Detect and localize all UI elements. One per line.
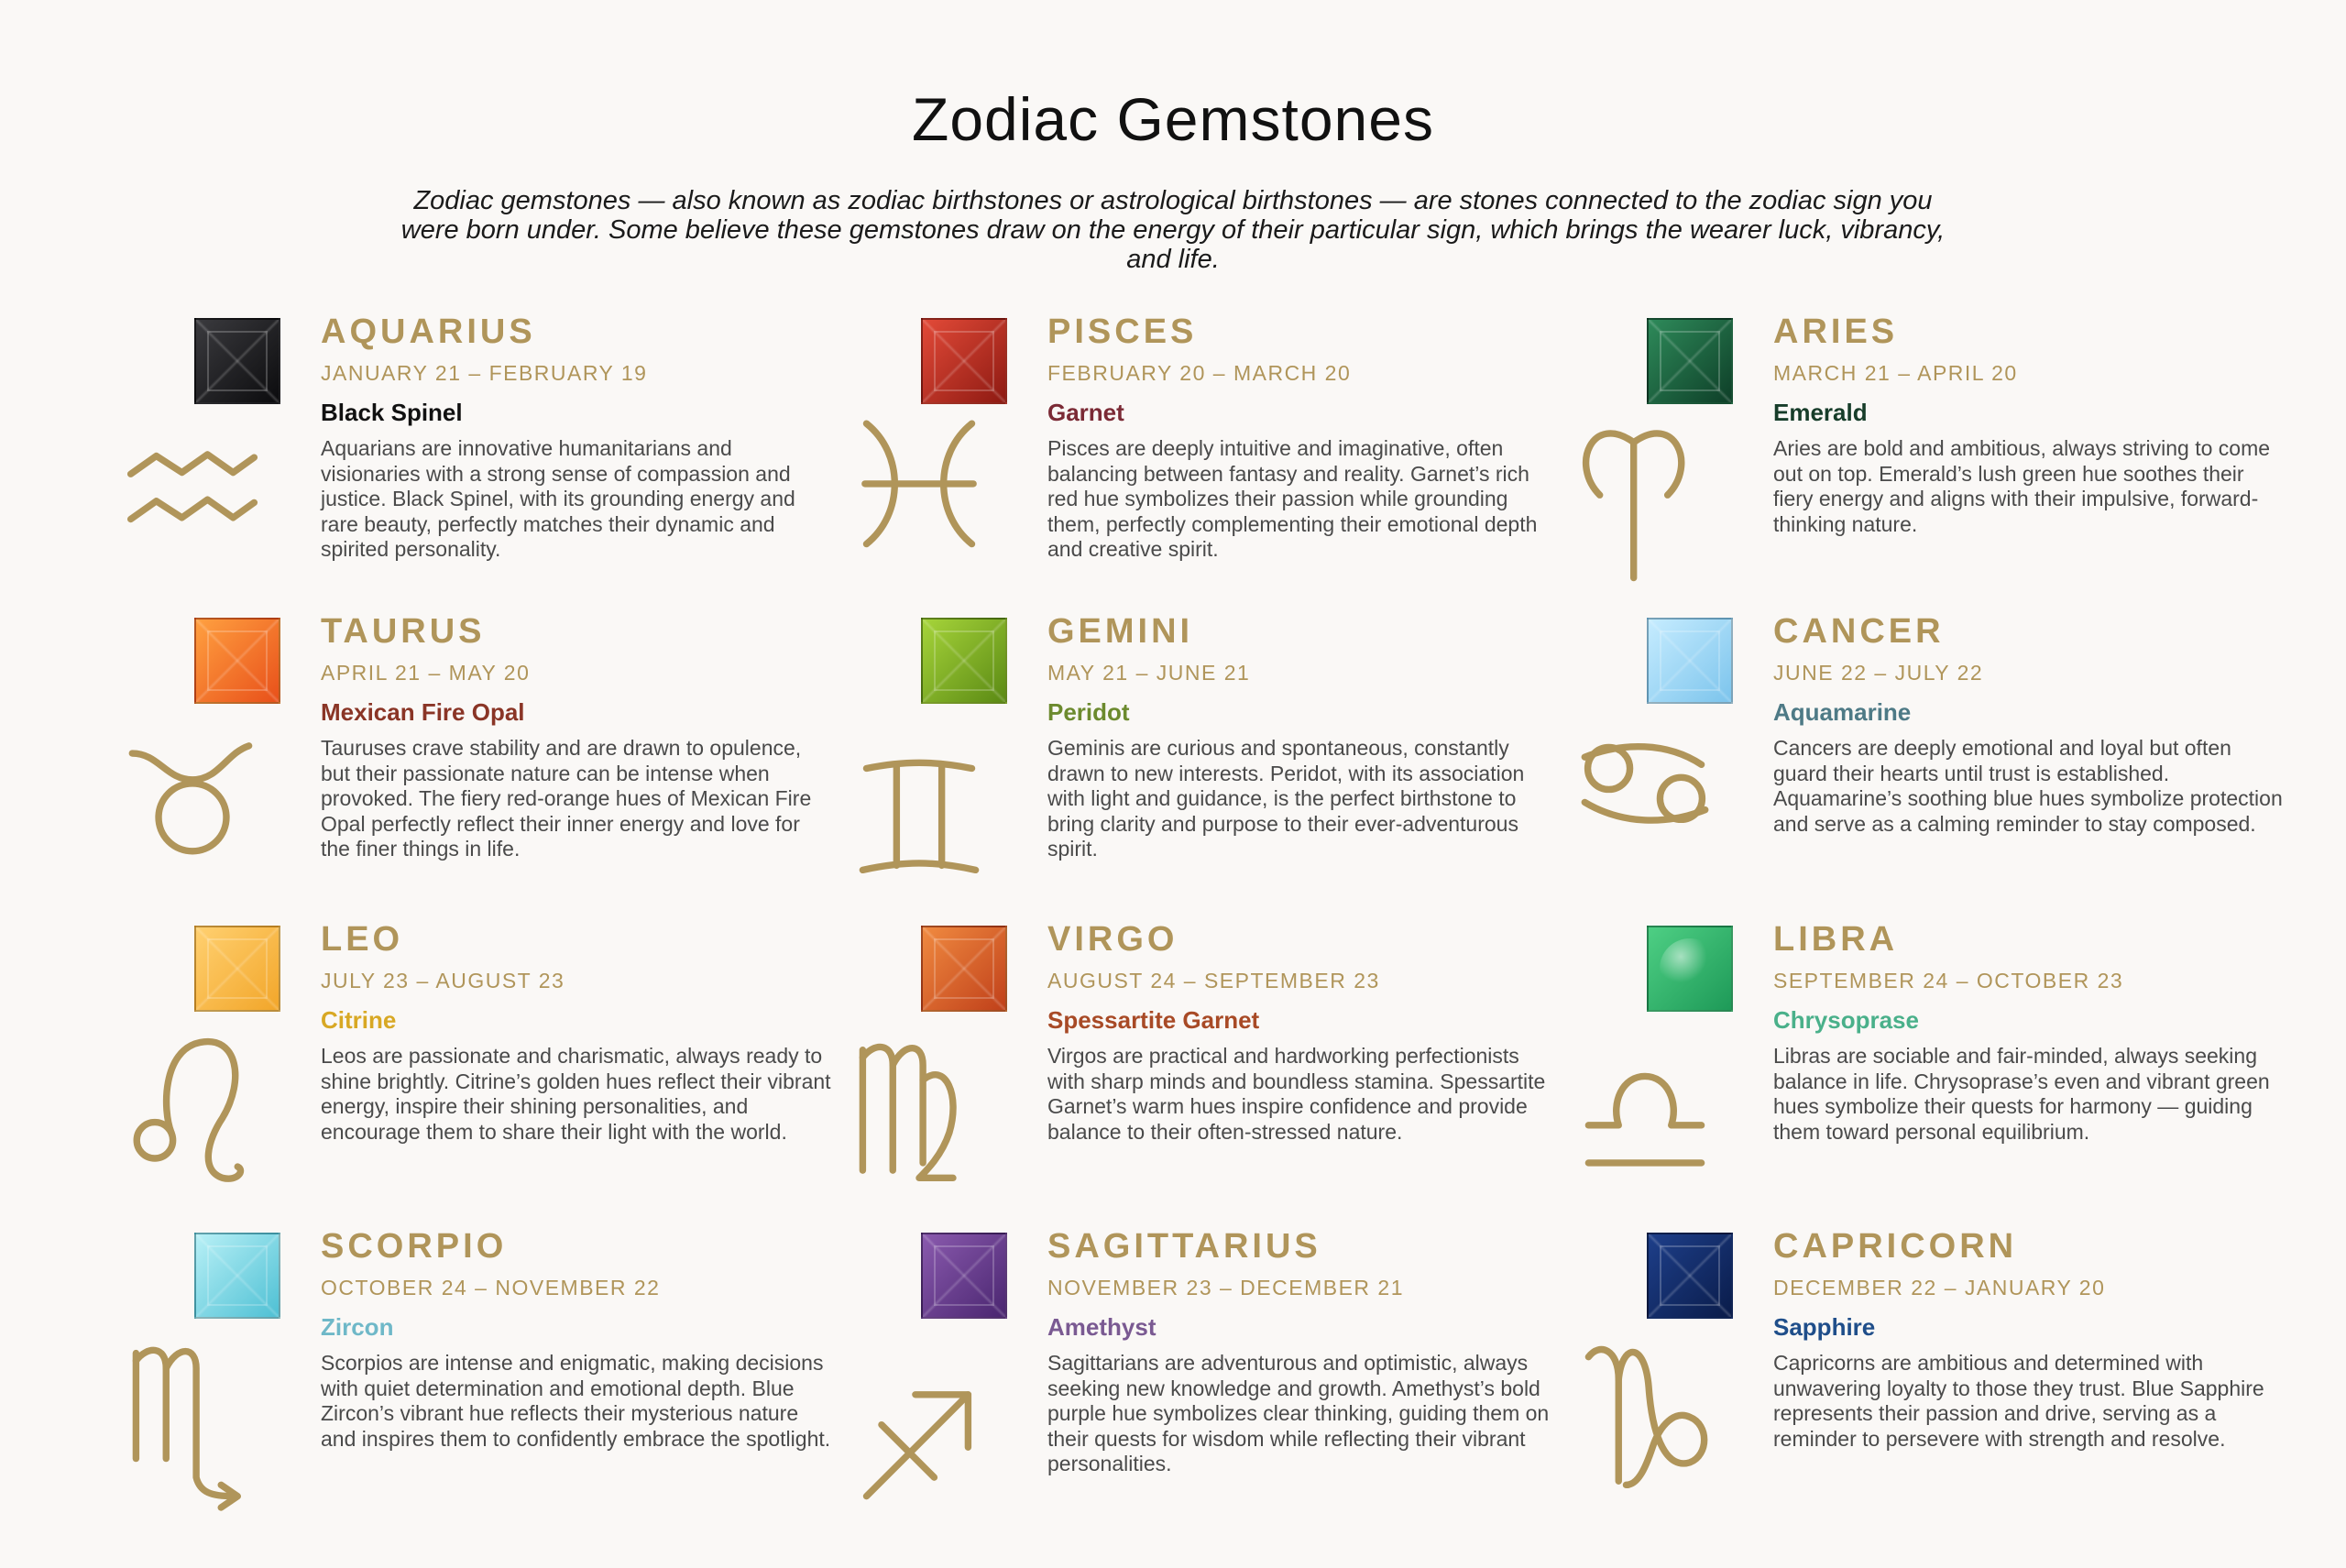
gemstone-image: [921, 1233, 1007, 1319]
taurus-icon: [101, 682, 284, 893]
stone-name: Chrysoprase: [1773, 1006, 1919, 1034]
stone-name: Amethyst: [1047, 1313, 1157, 1341]
sign-dates: APRIL 21 – MAY 20: [321, 661, 531, 685]
intro-text: Zodiac gemstones — also known as zodiac birthstones or astrological birthstones — are stones connected to the zodiac sign you were born under. Some believe these gemstones draw on the energy of their particular sign, which brings the wearer luck, vibrancy, and life.: [400, 186, 1946, 274]
stone-name: Mexican Fire Opal: [321, 698, 525, 726]
gemstone-image: [194, 926, 280, 1012]
sign-dates: MARCH 21 – APRIL 20: [1773, 361, 2018, 385]
sign-description: Libras are sociable and fair-minded, always seeking balance in life. Chrysoprase’s even and vibrant green hues symbolize their quests for harmony — guiding them toward personal equilibrium.: [1773, 1044, 2270, 1144]
gemini-icon: [828, 682, 1011, 893]
scorpio-icon: [101, 1297, 284, 1508]
capricorn-icon: [1553, 1297, 1737, 1508]
gemstone-image: [1647, 926, 1733, 1012]
sign-description: Capricorns are ambitious and determined with unwavering loyalty to those they trust. Blue Sapphire represents their passion and drive, serving as a reminder to persevere with strength and resolve.: [1773, 1351, 2264, 1451]
zodiac-card-capricorn: [1553, 1227, 2286, 1535]
gemstone-image: [921, 618, 1007, 704]
zodiac-card-taurus: [101, 612, 834, 920]
sign-name: PISCES: [1047, 313, 1198, 351]
sign-dates: AUGUST 24 – SEPTEMBER 23: [1047, 969, 1380, 992]
stone-name: Garnet: [1047, 399, 1124, 426]
aries-icon: [1553, 382, 1737, 593]
zodiac-card-gemini: [828, 612, 1561, 920]
gemstone-image: [1647, 618, 1733, 704]
sign-name: SCORPIO: [321, 1227, 508, 1266]
sign-dates: SEPTEMBER 24 – OCTOBER 23: [1773, 969, 2124, 992]
gemstone-image: [194, 1233, 280, 1319]
stone-name: Peridot: [1047, 698, 1130, 726]
sign-dates: FEBRUARY 20 – MARCH 20: [1047, 361, 1352, 385]
sign-name: GEMINI: [1047, 612, 1194, 651]
aquarius-icon: [101, 382, 284, 593]
zodiac-card-aries: [1553, 313, 2286, 620]
libra-icon: [1553, 990, 1737, 1201]
stone-name: Emerald: [1773, 399, 1868, 426]
gemstone-image: [921, 318, 1007, 404]
sign-description: Cancers are deeply emotional and loyal but often guard their hearts until trust is established. Aquamarine’s soothing blue hues symbolize protection and serve as a calming reminder to stay composed.: [1773, 736, 2283, 836]
sign-description: Aquarians are innovative humanitarians and visionaries with a strong sense of compassion and justice. Black Spinel, with its grounding energy and rare beauty, perfectly matches their dynamic and spirited personality.: [321, 436, 795, 561]
sign-dates: NOVEMBER 23 – DECEMBER 21: [1047, 1276, 1405, 1299]
sign-description: Leos are passionate and charismatic, always ready to shine brightly. Citrine’s golden hues reflect their vibrant energy, inspire their shining personalities, and encourage them to share their light with the world.: [321, 1044, 831, 1144]
sign-description: Pisces are deeply intuitive and imaginative, often balancing between fantasy and reality. Garnet’s rich red hue symbolizes their passion while grounding them, perfectly complementing their emotional depth and creative spirit.: [1047, 436, 1538, 561]
stone-name: Black Spinel: [321, 399, 463, 426]
sagittarius-icon: [828, 1297, 1011, 1508]
sign-dates: JANUARY 21 – FEBRUARY 19: [321, 361, 648, 385]
gemstone-image: [1647, 1233, 1733, 1319]
page-title: Zodiac Gemstones: [912, 85, 1434, 153]
sign-name: ARIES: [1773, 313, 1899, 351]
sign-description: Scorpios are intense and enigmatic, making decisions with quiet determination and emotional depth. Blue Zircon’s vibrant hue reflects their mysterious nature and inspires them to confidently embrace the spotlight.: [321, 1351, 831, 1451]
sign-name: CAPRICORN: [1773, 1227, 2018, 1266]
sign-description: Sagittarians are adventurous and optimistic, always seeking new knowledge and growth. Amethyst’s bold purple hue symbolizes clear thinking, guiding them on their quests for wisdom while reflecting their vibrant personalities.: [1047, 1351, 1550, 1475]
zodiac-card-libra: [1553, 920, 2286, 1228]
zodiac-card-pisces: [828, 313, 1561, 620]
sign-dates: MAY 21 – JUNE 21: [1047, 661, 1251, 685]
pisces-icon: [828, 382, 1011, 593]
sign-name: SAGITTARIUS: [1047, 1227, 1321, 1266]
gemstone-image: [194, 618, 280, 704]
zodiac-card-sagittarius: [828, 1227, 1561, 1535]
zodiac-card-virgo: [828, 920, 1561, 1228]
stone-name: Sapphire: [1773, 1313, 1876, 1341]
sign-dates: OCTOBER 24 – NOVEMBER 22: [321, 1276, 661, 1299]
sign-dates: JUNE 22 – JULY 22: [1773, 661, 1984, 685]
sign-description: Tauruses crave stability and are drawn to opulence, but their passionate nature can be intense when provoked. The fiery red-orange hues of Mexican Fire Opal perfectly reflect their inner energy and love for the finer things in life.: [321, 736, 812, 861]
gemstone-image: [1647, 318, 1733, 404]
sign-description: Virgos are practical and hardworking perfectionists with sharp minds and boundless stamina. Spessartite Garnet’s warm hues inspire confidence and provide balance to their often-stressed nature.: [1047, 1044, 1546, 1144]
sign-dates: JULY 23 – AUGUST 23: [321, 969, 565, 992]
sign-name: LEO: [321, 920, 404, 959]
virgo-icon: [828, 990, 1011, 1201]
sign-name: LIBRA: [1773, 920, 1899, 959]
gemstone-image: [921, 926, 1007, 1012]
sign-name: TAURUS: [321, 612, 486, 651]
gemstone-image: [194, 318, 280, 404]
zodiac-card-scorpio: [101, 1227, 834, 1535]
leo-icon: [101, 990, 284, 1201]
stone-name: Aquamarine: [1773, 698, 1912, 726]
zodiac-card-cancer: [1553, 612, 2286, 920]
sign-name: AQUARIUS: [321, 313, 536, 351]
sign-name: CANCER: [1773, 612, 1945, 651]
stone-name: Spessartite Garnet: [1047, 1006, 1260, 1034]
sign-description: Aries are bold and ambitious, always striving to come out on top. Emerald’s lush green hue soothes their fiery energy and aligns with their impulsive, forward-thinking nature.: [1773, 436, 2271, 536]
cancer-icon: [1553, 682, 1737, 893]
zodiac-card-leo: [101, 920, 834, 1228]
sign-name: VIRGO: [1047, 920, 1178, 959]
sign-description: Geminis are curious and spontaneous, constantly drawn to new interests. Peridot, with its association with light and guidance, is the perfect birthstone to bring clarity and purpose to their ever-adventurous spirit.: [1047, 736, 1525, 861]
zodiac-card-aquarius: [101, 313, 834, 620]
stone-name: Zircon: [321, 1313, 394, 1341]
stone-name: Citrine: [321, 1006, 397, 1034]
sign-dates: DECEMBER 22 – JANUARY 20: [1773, 1276, 2106, 1299]
